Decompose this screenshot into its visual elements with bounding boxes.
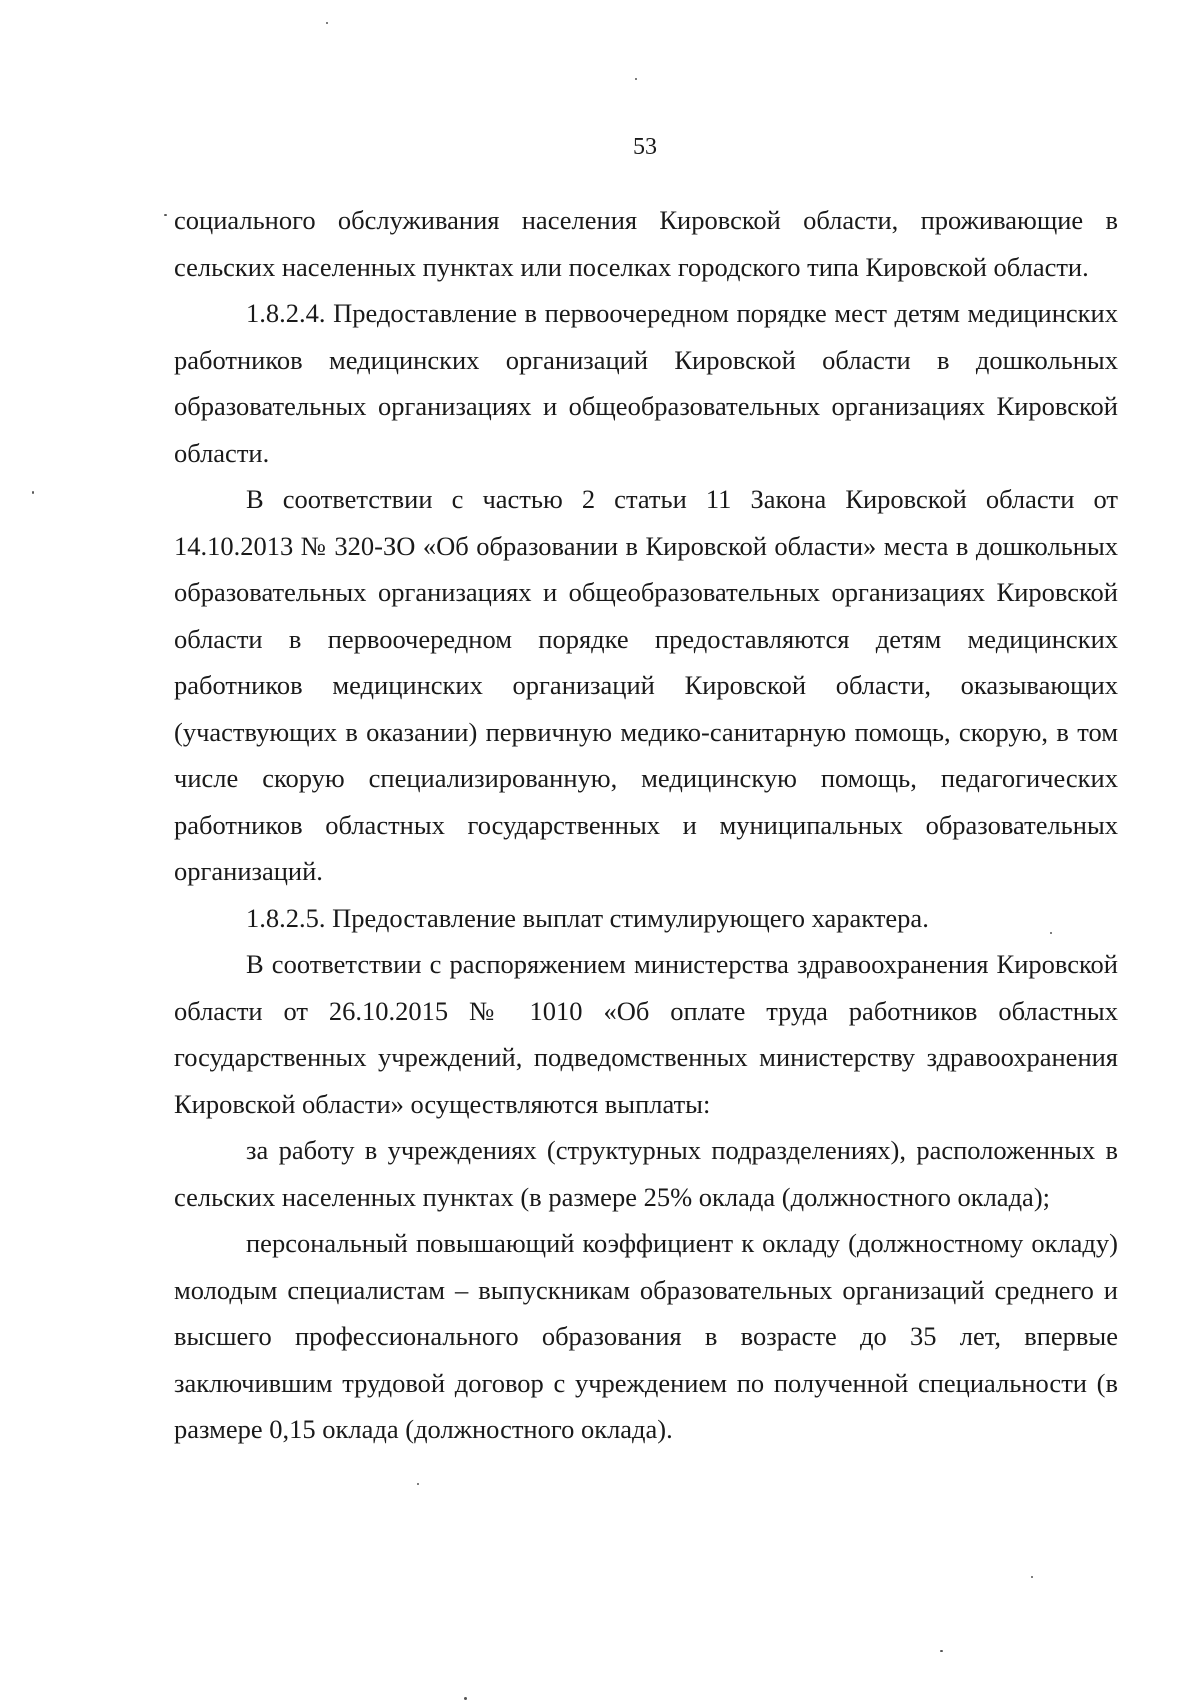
- paragraph-continuation: социального обслуживания населения Кировской области, проживающие в сельских населенных пунктах или поселках городского типа Кировской области.: [174, 205, 1118, 282]
- scan-speck: [635, 78, 637, 80]
- scan-speck: [1050, 932, 1052, 934]
- scan-speck: [326, 22, 328, 24]
- scan-speck: [164, 214, 167, 216]
- paragraph-1-8-2-4: 1.8.2.4. Предоставление в первоочередном порядке мест детям медицинских работников медицинских организаций Кировской области в дошкольных образовательных организациях и общеобразовательных организациях Кировской области.: [174, 298, 1118, 468]
- scan-speck: [32, 491, 34, 494]
- page-number: 53: [633, 134, 657, 160]
- paragraph-order-reference: В соответствии с распоряжением министерства здравоохранения Кировской области от 26.10.2015 № 1010 «Об оплате труда работников областных государственных учреждений, подведомственных министерству здравоохранения Кировской области» осуществляются выплаты:: [174, 949, 1118, 1119]
- scan-speck: [417, 1483, 419, 1485]
- scan-speck: [1031, 1576, 1033, 1578]
- paragraph-rural-payment: за работу в учреждениях (структурных подразделениях), расположенных в сельских населенных пунктах (в размере 25% оклада (должностного оклада);: [174, 1135, 1118, 1212]
- scan-speck: [464, 1697, 467, 1700]
- scan-speck: [940, 1650, 943, 1652]
- document-body: [174, 197, 1118, 1453]
- paragraph-1-8-2-5: 1.8.2.5. Предоставление выплат стимулирующего характера.: [246, 902, 929, 933]
- paragraph-young-specialist-payment: персональный повышающий коэффициент к окладу (должностному окладу) молодым специалистам – выпускникам образовательных организаций среднего и высшего профессионального образования в возрасте до 35 лет, впервые заключившим трудовой договор с учреждением по полученной специальности (в размере 0,15 оклада (должностного оклада).: [174, 1228, 1118, 1444]
- paragraph-law-reference: В соответствии с частью 2 статьи 11 Закона Кировской области от 14.10.2013 № 320-ЗО «Об образовании в Кировской области» места в дошкольных образовательных организациях и общеобразовательных организациях Кировской области в первоочередном порядке предоставляются детям медицинских работников медицинских организаций Кировской области, оказывающих (участвующих в оказании) первичную медико-санитарную помощь, скорую, в том числе скорую специализированную, медицинскую помощь, педагогических работников областных государственных и муниципальных образовательных организаций.: [174, 484, 1118, 886]
